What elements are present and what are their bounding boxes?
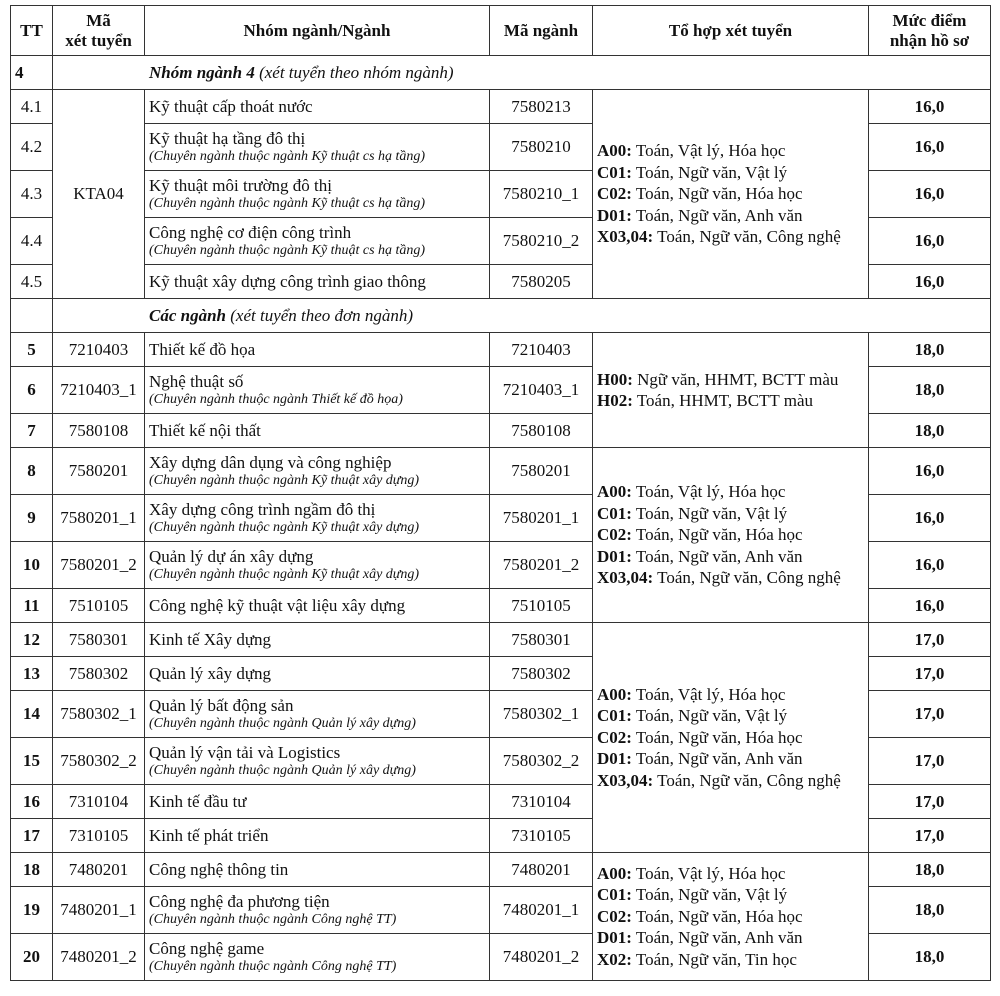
combo-code: D01: bbox=[597, 749, 632, 769]
row-ma-xet-tuyen: 7580201 bbox=[53, 448, 145, 495]
combo-code: X02: bbox=[597, 949, 632, 969]
row-ma-nganh: 7580201_1 bbox=[490, 495, 593, 542]
major-name-cell bbox=[145, 738, 490, 785]
row-diem: 18,0 bbox=[869, 367, 991, 414]
combo-subjects: Toán, Ngữ văn, Anh văn bbox=[631, 928, 803, 948]
combo-code: D01: bbox=[597, 928, 632, 948]
combo-subjects: Toán, Ngữ văn, Vật lý bbox=[631, 162, 788, 182]
row-tt: 8 bbox=[11, 448, 53, 495]
row-tt: 11 bbox=[11, 589, 53, 623]
row-diem: 18,0 bbox=[869, 887, 991, 934]
combo-line bbox=[597, 162, 864, 184]
row-ma-xet-tuyen: 7580108 bbox=[53, 414, 145, 448]
combo-code: A00: bbox=[597, 482, 632, 502]
combo-subjects: Toán, Vật lý, Hóa học bbox=[631, 482, 786, 502]
major-subtitle: (Chuyên ngành thuộc ngành Quản lý xây dựng) bbox=[149, 763, 416, 778]
row-ma-xet-tuyen: 7580201_2 bbox=[53, 542, 145, 589]
row-ma-nganh: 7580210 bbox=[490, 124, 593, 171]
combo-code: H02: bbox=[597, 391, 633, 410]
combo-code: C02: bbox=[597, 525, 632, 545]
row-ma-nganh: 7480201 bbox=[490, 853, 593, 887]
group-title-note: (xét tuyển theo đơn ngành) bbox=[226, 305, 414, 325]
table-row bbox=[11, 448, 991, 495]
row-ma-nganh: 7580205 bbox=[490, 265, 593, 299]
row-tt: 20 bbox=[11, 934, 53, 981]
row-diem: 18,0 bbox=[869, 414, 991, 448]
row-ma-xet-tuyen: 7510105 bbox=[53, 589, 145, 623]
combo-subjects: Ngữ văn, HHMT, BCTT màu bbox=[632, 369, 839, 389]
combo-cell bbox=[593, 853, 869, 981]
combo-line bbox=[597, 684, 864, 706]
combo-subjects: Toán, Vật lý, Hóa học bbox=[631, 141, 786, 161]
combo-code: D01: bbox=[597, 205, 632, 225]
row-diem: 16,0 bbox=[869, 218, 991, 265]
row-ma-xet-tuyen: 7310104 bbox=[53, 785, 145, 819]
combo-code: X03,04: bbox=[597, 770, 654, 790]
header-nhom-nganh: Nhóm ngành/Ngành bbox=[145, 6, 490, 56]
row-tt: 10 bbox=[11, 542, 53, 589]
combo-subjects: Toán, Ngữ văn, Anh văn bbox=[631, 546, 803, 566]
combo-line bbox=[597, 205, 864, 227]
table-row bbox=[11, 623, 991, 657]
major-subtitle: (Chuyên ngành thuộc ngành Kỹ thuật cs hạ tầng) bbox=[149, 149, 426, 164]
combo-subjects: Toán, Ngữ văn, Hóa học bbox=[631, 906, 803, 926]
combo-line bbox=[597, 949, 864, 971]
combo-code: X03,04: bbox=[597, 227, 654, 247]
row-tt: 4.4 bbox=[11, 218, 53, 265]
combo-line bbox=[597, 884, 864, 906]
row-ma-nganh: 7580301 bbox=[490, 623, 593, 657]
major-subtitle: (Chuyên ngành thuộc ngành Quản lý xây dựng) bbox=[149, 716, 416, 731]
major-name: Kỹ thuật hạ tầng đô thị bbox=[149, 129, 306, 148]
major-subtitle: (Chuyên ngành thuộc ngành Thiết kế đồ họa) bbox=[149, 392, 403, 407]
row-ma-nganh: 7210403 bbox=[490, 333, 593, 367]
combo-subjects: Toán, Vật lý, Hóa học bbox=[631, 684, 786, 704]
major-name-cell bbox=[145, 785, 490, 819]
combo-subjects: Toán, Ngữ văn, Anh văn bbox=[631, 205, 803, 225]
group-tt bbox=[11, 299, 53, 333]
combo-subjects: Toán, Ngữ văn, Vật lý bbox=[631, 706, 788, 726]
combo-subjects: Toán, Ngữ văn, Công nghệ bbox=[653, 568, 841, 588]
major-name: Xây dựng dân dụng và công nghiệp bbox=[149, 453, 392, 472]
row-ma-nganh: 7310105 bbox=[490, 819, 593, 853]
major-name: Kỹ thuật xây dựng công trình giao thông bbox=[149, 271, 426, 291]
row-ma-nganh: 7580210_1 bbox=[490, 171, 593, 218]
header-ma-xet-tuyen-line1: Mã bbox=[86, 10, 111, 30]
major-name: Thiết kế nội thất bbox=[149, 420, 261, 440]
combo-code: A00: bbox=[597, 863, 632, 883]
row-ma-nganh: 7580302_2 bbox=[490, 738, 593, 785]
shared-ma-xet-tuyen: KTA04 bbox=[53, 90, 145, 299]
combo-subjects: Toán, HHMT, BCTT màu bbox=[632, 391, 814, 410]
row-diem: 17,0 bbox=[869, 785, 991, 819]
major-name: Quản lý bất động sản bbox=[149, 696, 294, 715]
group-row bbox=[11, 299, 991, 333]
combo-subjects: Toán, Ngữ văn, Hóa học bbox=[631, 727, 803, 747]
combo-line bbox=[597, 369, 864, 391]
combo-subjects: Toán, Ngữ văn, Anh văn bbox=[631, 749, 803, 769]
row-diem: 17,0 bbox=[869, 623, 991, 657]
header-muc-diem bbox=[869, 6, 991, 56]
major-name: Kinh tế Xây dựng bbox=[149, 629, 272, 649]
admission-table bbox=[10, 5, 991, 981]
combo-line bbox=[597, 503, 864, 525]
major-name: Nghệ thuật số bbox=[149, 372, 244, 391]
major-subtitle: (Chuyên ngành thuộc ngành Kỹ thuật xây dựng) bbox=[149, 473, 420, 488]
row-diem: 17,0 bbox=[869, 691, 991, 738]
major-name-cell bbox=[145, 495, 490, 542]
major-name: Quản lý vận tải và Logistics bbox=[149, 743, 341, 762]
major-name: Công nghệ đa phương tiện bbox=[149, 892, 330, 911]
combo-code: C01: bbox=[597, 885, 632, 905]
row-diem: 17,0 bbox=[869, 657, 991, 691]
combo-cell bbox=[593, 90, 869, 299]
row-tt: 9 bbox=[11, 495, 53, 542]
row-ma-nganh: 7480201_2 bbox=[490, 934, 593, 981]
combo-code: C02: bbox=[597, 906, 632, 926]
major-name-cell bbox=[145, 887, 490, 934]
major-name-cell bbox=[145, 657, 490, 691]
combo-subjects: Toán, Ngữ văn, Tin học bbox=[631, 949, 797, 969]
row-diem: 16,0 bbox=[869, 171, 991, 218]
header-muc-diem-line2: nhận hồ sơ bbox=[889, 30, 970, 50]
row-ma-nganh: 7580302_1 bbox=[490, 691, 593, 738]
group-title bbox=[53, 299, 991, 333]
major-name: Xây dựng công trình ngầm đô thị bbox=[149, 500, 376, 519]
major-name-cell bbox=[145, 934, 490, 981]
group-title-note: (xét tuyển theo nhóm ngành) bbox=[254, 62, 454, 82]
major-subtitle: (Chuyên ngành thuộc ngành Kỹ thuật cs hạ tầng) bbox=[149, 243, 426, 258]
combo-code: X03,04: bbox=[597, 568, 654, 588]
major-name-cell bbox=[145, 218, 490, 265]
combo-line bbox=[597, 748, 864, 770]
group-row bbox=[11, 56, 991, 90]
row-tt: 13 bbox=[11, 657, 53, 691]
major-name: Kỹ thuật cấp thoát nước bbox=[149, 96, 313, 116]
major-subtitle: (Chuyên ngành thuộc ngành Kỹ thuật xây dựng) bbox=[149, 567, 420, 582]
row-tt: 19 bbox=[11, 887, 53, 934]
row-tt: 7 bbox=[11, 414, 53, 448]
row-diem: 16,0 bbox=[869, 495, 991, 542]
row-diem: 16,0 bbox=[869, 589, 991, 623]
combo-subjects: Toán, Ngữ văn, Hóa học bbox=[631, 184, 803, 204]
major-name-cell bbox=[145, 448, 490, 495]
combo-cell bbox=[593, 448, 869, 623]
combo-line bbox=[597, 546, 864, 568]
row-ma-xet-tuyen: 7480201_2 bbox=[53, 934, 145, 981]
row-ma-nganh: 7310104 bbox=[490, 785, 593, 819]
major-name-cell bbox=[145, 542, 490, 589]
row-ma-nganh: 7580213 bbox=[490, 90, 593, 124]
row-ma-xet-tuyen: 7310105 bbox=[53, 819, 145, 853]
header-to-hop: Tổ hợp xét tuyển bbox=[593, 6, 869, 56]
combo-line bbox=[597, 727, 864, 749]
combo-code: C01: bbox=[597, 503, 632, 523]
major-name-cell bbox=[145, 90, 490, 124]
row-diem: 16,0 bbox=[869, 542, 991, 589]
row-ma-nganh: 7580210_2 bbox=[490, 218, 593, 265]
row-ma-nganh: 7580302 bbox=[490, 657, 593, 691]
row-ma-xet-tuyen: 7580302 bbox=[53, 657, 145, 691]
row-tt: 4.2 bbox=[11, 124, 53, 171]
group-title bbox=[53, 56, 991, 90]
group-tt: 4 bbox=[11, 56, 53, 90]
major-subtitle: (Chuyên ngành thuộc ngành Công nghệ TT) bbox=[149, 912, 397, 927]
combo-subjects: Toán, Vật lý, Hóa học bbox=[631, 863, 786, 883]
major-name: Kinh tế đầu tư bbox=[149, 791, 247, 811]
major-subtitle: (Chuyên ngành thuộc ngành Kỹ thuật cs hạ tầng) bbox=[149, 196, 426, 211]
row-diem: 17,0 bbox=[869, 819, 991, 853]
table-row bbox=[11, 90, 991, 124]
major-subtitle: (Chuyên ngành thuộc ngành Kỹ thuật xây dựng) bbox=[149, 520, 420, 535]
row-diem: 17,0 bbox=[869, 738, 991, 785]
major-name: Quản lý xây dựng bbox=[149, 663, 272, 683]
major-name-cell bbox=[145, 124, 490, 171]
row-ma-xet-tuyen: 7580301 bbox=[53, 623, 145, 657]
row-tt: 17 bbox=[11, 819, 53, 853]
major-name-cell bbox=[145, 691, 490, 738]
group-title-bold: Các ngành bbox=[149, 305, 226, 325]
combo-code: C02: bbox=[597, 184, 632, 204]
major-name: Kỹ thuật môi trường đô thị bbox=[149, 176, 332, 195]
row-ma-xet-tuyen: 7210403 bbox=[53, 333, 145, 367]
combo-code: A00: bbox=[597, 141, 632, 161]
row-ma-xet-tuyen: 7480201 bbox=[53, 853, 145, 887]
row-ma-nganh: 7480201_1 bbox=[490, 887, 593, 934]
row-diem: 16,0 bbox=[869, 124, 991, 171]
major-name: Công nghệ kỹ thuật vật liệu xây dựng bbox=[149, 595, 406, 615]
row-tt: 4.1 bbox=[11, 90, 53, 124]
major-name-cell bbox=[145, 853, 490, 887]
combo-code: A00: bbox=[597, 684, 632, 704]
row-diem: 18,0 bbox=[869, 333, 991, 367]
header-muc-diem-line1: Mức điểm bbox=[892, 10, 967, 30]
combo-line bbox=[597, 863, 864, 885]
major-name-cell bbox=[145, 171, 490, 218]
table-row bbox=[11, 853, 991, 887]
major-name-cell bbox=[145, 623, 490, 657]
row-ma-xet-tuyen: 7480201_1 bbox=[53, 887, 145, 934]
row-diem: 18,0 bbox=[869, 853, 991, 887]
header-tt: TT bbox=[11, 6, 53, 56]
combo-line bbox=[597, 705, 864, 727]
row-tt: 18 bbox=[11, 853, 53, 887]
major-name-cell bbox=[145, 265, 490, 299]
combo-code: C02: bbox=[597, 727, 632, 747]
row-tt: 5 bbox=[11, 333, 53, 367]
combo-cell bbox=[593, 333, 869, 448]
header-ma-xet-tuyen bbox=[53, 6, 145, 56]
row-tt: 4.3 bbox=[11, 171, 53, 218]
combo-code: H00: bbox=[597, 369, 633, 389]
combo-line bbox=[597, 183, 864, 205]
row-ma-xet-tuyen: 7580302_2 bbox=[53, 738, 145, 785]
combo-cell bbox=[593, 623, 869, 853]
combo-code: C01: bbox=[597, 706, 632, 726]
header-ma-xet-tuyen-line2: xét tuyển bbox=[65, 30, 132, 50]
row-ma-nganh: 7210403_1 bbox=[490, 367, 593, 414]
row-ma-nganh: 7510105 bbox=[490, 589, 593, 623]
row-tt: 4.5 bbox=[11, 265, 53, 299]
major-subtitle: (Chuyên ngành thuộc ngành Công nghệ TT) bbox=[149, 959, 397, 974]
combo-subjects: Toán, Ngữ văn, Hóa học bbox=[631, 525, 803, 545]
table-body bbox=[11, 56, 991, 981]
row-ma-xet-tuyen: 7580201_1 bbox=[53, 495, 145, 542]
major-name-cell bbox=[145, 367, 490, 414]
major-name: Kinh tế phát triển bbox=[149, 825, 269, 845]
combo-line bbox=[597, 927, 864, 949]
combo-line bbox=[597, 567, 864, 589]
combo-code: D01: bbox=[597, 546, 632, 566]
row-tt: 16 bbox=[11, 785, 53, 819]
major-name-cell bbox=[145, 589, 490, 623]
combo-subjects: Toán, Ngữ văn, Công nghệ bbox=[653, 770, 841, 790]
row-tt: 6 bbox=[11, 367, 53, 414]
combo-subjects: Toán, Ngữ văn, Công nghệ bbox=[653, 227, 841, 247]
major-name: Công nghệ game bbox=[149, 939, 265, 958]
major-name: Quản lý dự án xây dựng bbox=[149, 547, 314, 566]
header-row bbox=[11, 6, 991, 56]
combo-line bbox=[597, 524, 864, 546]
combo-line bbox=[597, 140, 864, 162]
major-name: Công nghệ thông tin bbox=[149, 859, 289, 879]
row-diem: 16,0 bbox=[869, 90, 991, 124]
combo-line bbox=[597, 906, 864, 928]
major-name: Công nghệ cơ điện công trình bbox=[149, 223, 352, 242]
row-diem: 16,0 bbox=[869, 448, 991, 495]
major-name-cell bbox=[145, 819, 490, 853]
row-ma-nganh: 7580201_2 bbox=[490, 542, 593, 589]
header-ma-nganh: Mã ngành bbox=[490, 6, 593, 56]
row-tt: 14 bbox=[11, 691, 53, 738]
combo-subjects: Toán, Ngữ văn, Vật lý bbox=[631, 885, 788, 905]
row-diem: 16,0 bbox=[869, 265, 991, 299]
major-name-cell bbox=[145, 414, 490, 448]
row-ma-xet-tuyen: 7580302_1 bbox=[53, 691, 145, 738]
row-tt: 15 bbox=[11, 738, 53, 785]
combo-subjects: Toán, Ngữ văn, Vật lý bbox=[631, 503, 788, 523]
major-name: Thiết kế đồ họa bbox=[149, 339, 256, 359]
combo-line bbox=[597, 226, 864, 248]
major-name-cell bbox=[145, 333, 490, 367]
row-ma-nganh: 7580108 bbox=[490, 414, 593, 448]
combo-code: C01: bbox=[597, 162, 632, 182]
combo-line bbox=[597, 390, 864, 412]
combo-line bbox=[597, 770, 864, 792]
row-ma-xet-tuyen: 7210403_1 bbox=[53, 367, 145, 414]
table-row bbox=[11, 333, 991, 367]
row-tt: 12 bbox=[11, 623, 53, 657]
group-title-bold: Nhóm ngành 4 bbox=[149, 62, 255, 82]
row-ma-nganh: 7580201 bbox=[490, 448, 593, 495]
row-diem: 18,0 bbox=[869, 934, 991, 981]
combo-line bbox=[597, 481, 864, 503]
